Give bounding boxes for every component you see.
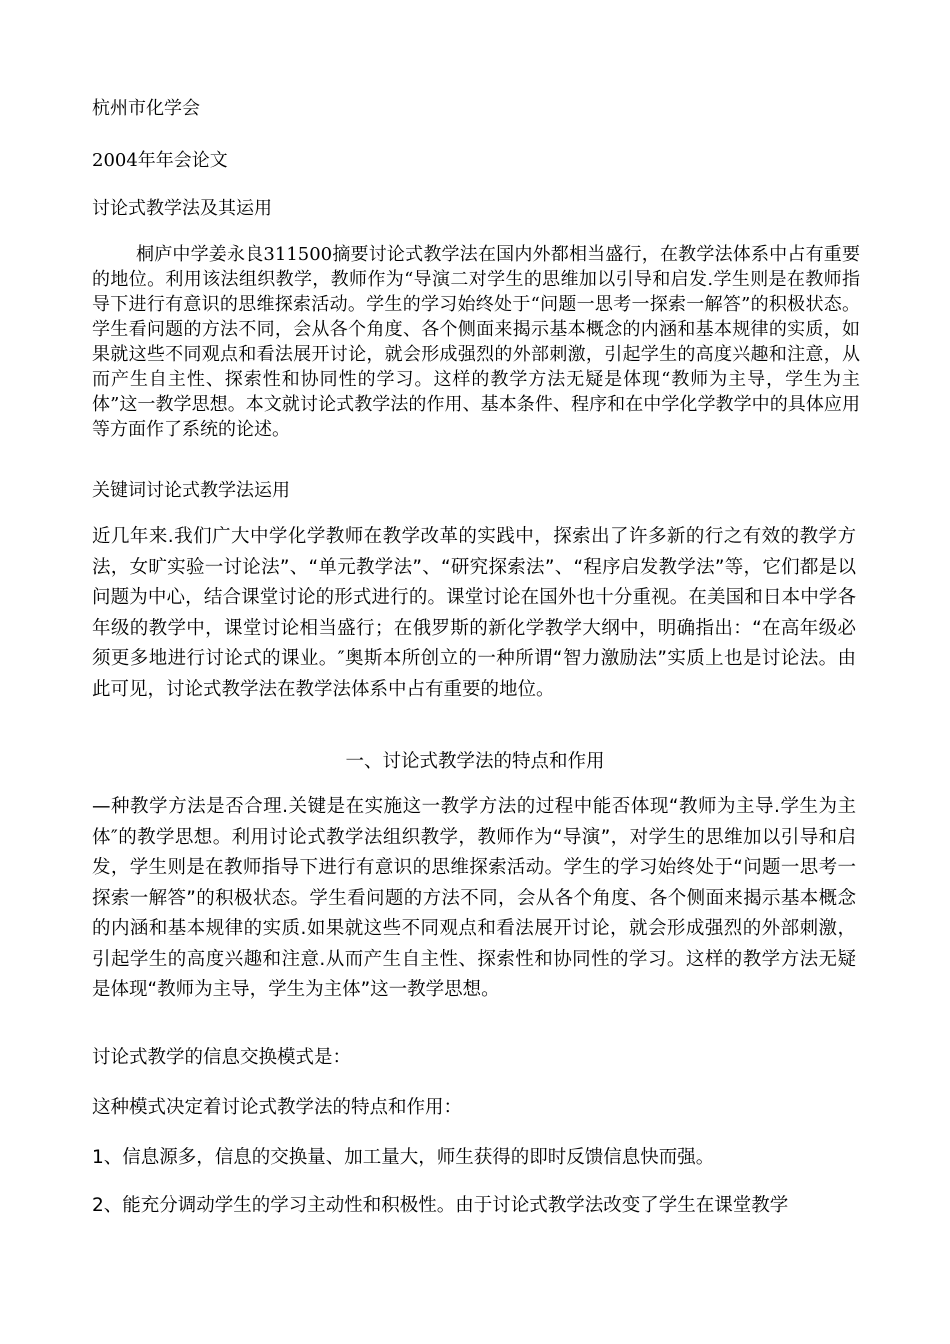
paper-title: 讨论式教学法及其运用	[92, 198, 272, 219]
section-paragraph: —种教学方法是否合理.关键是在实施这一教学方法的过程中能否体现“教师为主导.学生为主体″的教学思想。利用讨论式教学法组织教学，教师作为“导演”，对学生的思维加以引导和启发，学生则是在教师指导下进行有意识的思维探索活动。学生的学习始终处于“问题一思考一探索一解答”的积极状态。学生看问题的方法不同，会从各个角度、各个侧面来揭示基本概念的内涵和基本规律的实质.如果就这些不同观点和看法展开讨论，就会形成强烈的外部刺激，引起学生的高度兴趣和注意.从而产生自主性、探索性和协同性的学习。这样的教学方法无疑是体现“教师为主导，学生为主体”这一教学思想。	[92, 796, 856, 1000]
mode-line: 讨论式教学的信息交换模式是：	[92, 1047, 352, 1068]
list-item-2: 2、能充分调动学生的学习主动性和积极性。由于讨论式教学法改变了学生在课堂教学	[92, 1195, 789, 1216]
list-item-1: 1、信息源多，信息的交换量、加工量大，师生获得的即时反馈信息快而强。	[92, 1147, 715, 1168]
abstract-paragraph: 桐庐中学姜永良311500摘要讨论式教学法在国内外都相当盛行，在教学法体系中占有重要的地位。利用该法组织教学，教师作为“导演二对学生的思维加以引导和启发.学生则是在教师指导下进行有意识的思维探索活动。学生的学习始终处于“问题一思考一探索一解答”的积极状态。学生看问题的方法不同，会从各个角度、各个侧面来揭示基本概念的内涵和基本规律的实质，如果就这些不同观点和看法展开讨论，就会形成强烈的外部刺激，引起学生的高度兴趣和注意，从而产生自主性、探索性和协同性的学习。这样的教学方法无疑是体现“教师为主导，学生为主体”这一教学思想。本文就讨论式教学法的作用、基本条件、程序和在中学化学教学中的具体应用等方面作了系统的论述。	[92, 244, 860, 440]
decides-line: 这种模式决定着讨论式教学法的特点和作用：	[92, 1097, 463, 1118]
conference-label: 2004年年会论文	[92, 150, 228, 171]
section-heading: 一、讨论式教学法的特点和作用	[345, 751, 605, 772]
intro-paragraph: 近几年来.我们广大中学化学教师在教学改革的实践中，探索出了许多新的行之有效的教学方法，女旷实验一讨论法”、“单元教学法”、“研究探索法”、“程序启发教学法”等，它们都是以问题为中心，结合课堂讨论的形式进行的。课堂讨论在国外也十分重视。在美国和日本中学各年级的教学中，课堂讨论相当盛行；在俄罗斯的新化学教学大纲中，明确指出：“在高年级必须更多地进行讨论式的课业。″奥斯本所创立的一种所谓“智力激励法”实质上也是讨论法。由此可见，讨论式教学法在教学法体系中占有重要的地位。	[92, 526, 856, 700]
organization-name: 杭州市化学会	[92, 98, 200, 119]
keywords-line: 关键词讨论式教学法运用	[92, 480, 290, 501]
